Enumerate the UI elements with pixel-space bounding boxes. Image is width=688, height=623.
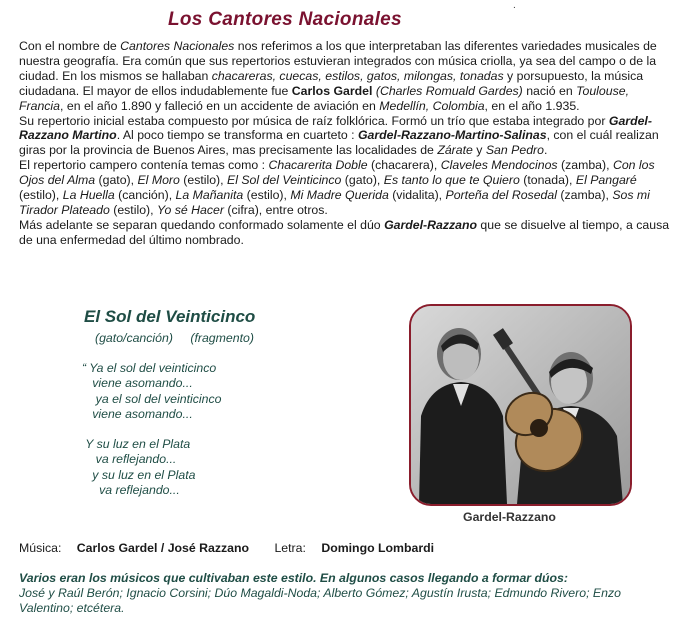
lyric-line: Y su luz en el Plata: [82, 437, 191, 452]
text-run: (vidalita),: [388, 188, 446, 203]
lyric-line: viene asomando...: [82, 406, 193, 421]
text-run: Con los Ojos del Alma: [19, 158, 655, 188]
text-run: Más adelante se separan quedando conformado solamente el dúo: [19, 217, 385, 232]
text-run: Porteña del Rosedal: [445, 188, 557, 203]
text-run: Chacarerita Doble: [268, 158, 368, 173]
text-run: (cifra), entre otros.: [223, 202, 328, 217]
text-run: Carlos Gardel: [291, 83, 373, 98]
intro-paragraph-2: [19, 114, 674, 159]
text-run: El Moro: [137, 173, 180, 188]
text-run: (estilo),: [179, 173, 227, 188]
page-title: Los Cantores Nacionales: [168, 9, 402, 30]
text-run: , en el año 1.935.: [484, 98, 580, 113]
song-credits: [19, 541, 456, 555]
text-run: .: [543, 143, 548, 158]
corner-mark: .: [513, 0, 516, 11]
text-run: chacareras, cuecas, estilos, gatos, milongas, tonadas: [211, 68, 504, 83]
text-run: El repertorio campero contenía temas como :: [19, 158, 269, 173]
text-run: Su repertorio inicial estaba compuesto por música de raíz folklórica. Formó un trío que estaba integrado por: [19, 113, 609, 128]
closing-text: [19, 571, 674, 616]
song-note: (fragmento): [190, 331, 254, 345]
photo-illustration: [411, 306, 630, 504]
closing-lead: Varios eran los músicos que cultivaban este estilo. En algunos casos llegando a formar dúos:: [19, 571, 568, 585]
closing-names: José y Raúl Berón; Ignacio Corsini; Dúo Magaldi-Noda; Alberto Gómez; Agustín Irusta; Edmundo Rivero; Enzo Valentino; etcétera.: [19, 585, 621, 615]
text-run: (zamba),: [556, 188, 613, 203]
text-run: (estilo),: [109, 202, 157, 217]
text-run: (tonada),: [519, 173, 576, 188]
text-run: Gardel-Razzano: [384, 217, 477, 232]
text-run: El Pangaré: [575, 173, 637, 188]
text-run: San Pedro: [485, 143, 544, 158]
text-run: Medellín, Colombia: [379, 98, 485, 113]
text-run: (estilo),: [19, 188, 63, 203]
text-run: (Charles Romuald Gardes): [375, 83, 523, 98]
song-subtitle: [95, 331, 268, 345]
text-run: y: [472, 143, 486, 158]
lyric-line: viene asomando...: [82, 376, 193, 391]
text-run: , con el cuál realizan giras por la provincia de Buenos Aires, mas precisamente las localidades de: [19, 128, 659, 158]
text-run: (gato),: [95, 173, 138, 188]
song-title: El Sol del Veinticinco: [84, 307, 256, 326]
lyric-line: va reflejando...: [82, 483, 180, 498]
text-run: Toulouse, Francia: [19, 83, 629, 113]
music-names: Carlos Gardel / José Razzano: [76, 541, 250, 555]
text-run: Claveles Mendocinos: [440, 158, 558, 173]
music-label: Música:: [19, 541, 62, 555]
text-run: y porsupuesto, la música ciudadana. El mayor de ellos indudablemente fue: [19, 68, 644, 98]
stanza-gap: [82, 422, 221, 437]
intro-paragraph-4: [19, 218, 674, 248]
text-run: que se disuelve al tiempo, a causa de una enfermedad del último nombrado.: [19, 217, 670, 247]
text-run: (estilo),: [243, 188, 291, 203]
text-run: Gardel-Razzano Martino: [19, 113, 652, 143]
text-run: La Mañanita: [175, 188, 244, 203]
text-run: Zárate: [437, 143, 473, 158]
intro-paragraph-1: [19, 39, 674, 114]
text-run: Es tanto lo que te Quiero: [383, 173, 520, 188]
lyric-line: “ Ya el sol del veinticinco: [82, 361, 217, 375]
text-run: La Huella: [62, 188, 115, 203]
text-run: (zamba),: [557, 158, 613, 173]
text-run: El Sol del Veinticinco: [227, 173, 342, 188]
text-run: Sos mi Tirador Plateado: [19, 188, 650, 217]
text-run: Con el nombre de: [19, 39, 121, 53]
lyrics-label: Letra:: [274, 541, 306, 555]
photo-caption: Gardel-Razzano: [463, 510, 556, 524]
text-run: (chacarera),: [367, 158, 441, 173]
text-run: Gardel-Razzano-Martino-Salinas: [357, 128, 547, 143]
lyrics-name: Domingo Lombardi: [321, 541, 435, 555]
lyric-line: y su luz en el Plata: [82, 467, 196, 482]
photo-gardel-razzano: [409, 304, 632, 506]
song-genre: (gato/canción): [95, 331, 173, 345]
song-lyrics: [82, 361, 221, 498]
text-run: nos referimos a los que interpretaban las diferentes variedades musicales de nuestra geografía. Era común que sus repertorios estuvieran integrados con música criolla, ya sea del campo o de la ciudad. En los mismos se hallaban: [19, 39, 657, 83]
intro-paragraph-3: [19, 158, 674, 218]
closing-paragraph: [19, 571, 674, 616]
text-run: nació en: [522, 83, 577, 98]
text-run: (canción),: [114, 188, 176, 203]
intro-text: [19, 39, 674, 248]
text-run: (gato),: [341, 173, 384, 188]
text-run: Cantores Nacionales: [120, 39, 235, 53]
lyric-line: va reflejando...: [82, 452, 177, 467]
text-run: , en el año 1.890 y falleció en un accidente de aviación en: [60, 98, 380, 113]
text-run: Yo sé Hacer: [156, 202, 224, 217]
lyric-line: ya el sol del veinticinco: [82, 391, 222, 406]
text-run: Mi Madre Querida: [290, 188, 389, 203]
text-run: . Al poco tiempo se transforma en cuarteto :: [116, 128, 358, 143]
